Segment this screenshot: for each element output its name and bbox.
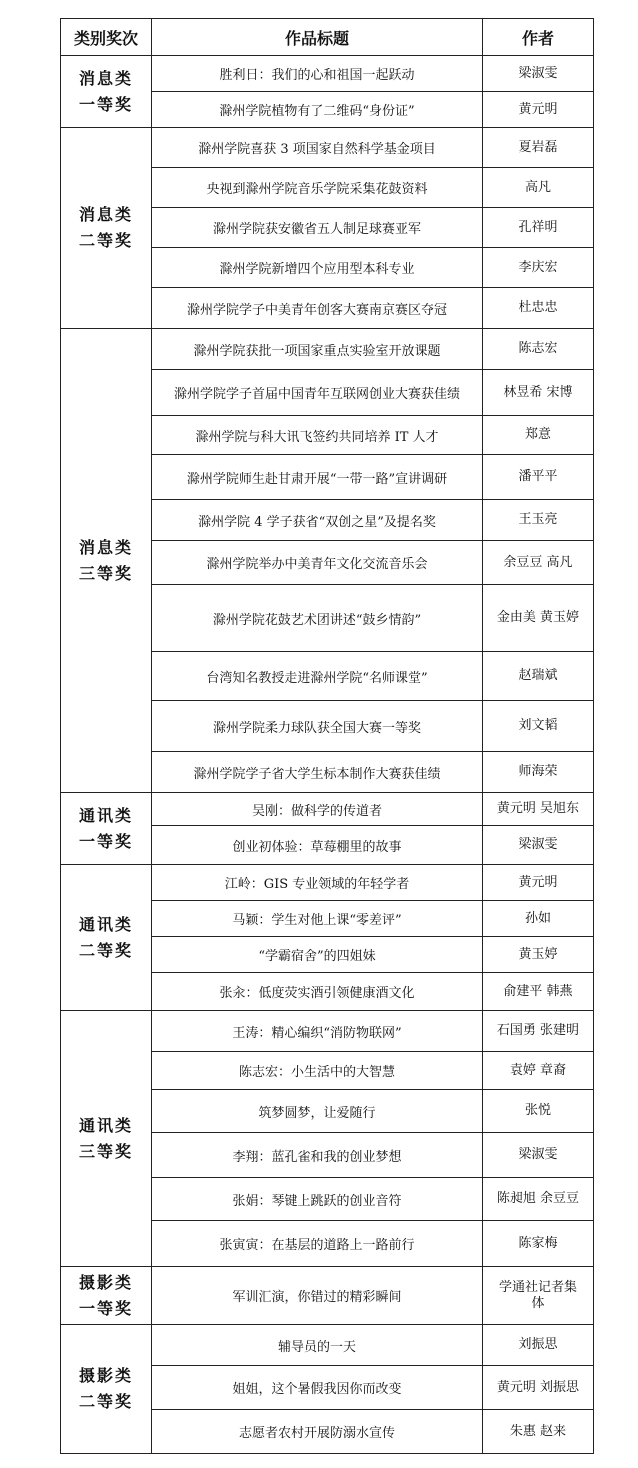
category-cell — [61, 1011, 152, 1267]
work-title: 胜利日：我们的心和祖国一起跃动 — [152, 56, 483, 92]
header-work-title: 作品标题 — [152, 19, 483, 56]
award-table-wrapper — [60, 18, 594, 1454]
work-author: 黄元明 刘振思 — [483, 1366, 594, 1410]
work-title: 滁州学院与科大讯飞签约共同培养 IT 人才 — [152, 416, 483, 455]
work-author: 陈志宏 — [483, 329, 594, 370]
award-level: 一等奖 — [78, 831, 133, 851]
category-type: 通讯类 — [78, 805, 133, 825]
work-title: 滁州学院柔力球队获全国大赛一等奖 — [152, 701, 483, 752]
work-author: 林昱希 宋博 — [483, 370, 594, 416]
work-title: 滁州学院花鼓艺术团讲述“鼓乡情韵” — [152, 585, 483, 652]
header-author: 作者 — [483, 19, 594, 56]
category-cell — [61, 329, 152, 793]
work-title: 马颖：学生对他上课“零差评” — [152, 901, 483, 937]
work-author: 陈家梅 — [483, 1221, 594, 1267]
work-author: 金由美 黄玉婷 — [483, 585, 594, 652]
award-level: 三等奖 — [78, 1141, 133, 1161]
work-title: 滁州学院学子中美青年创客大赛南京赛区夺冠 — [152, 288, 483, 329]
work-title: 陈志宏：小生活中的大智慧 — [152, 1052, 483, 1090]
work-author: 郑意 — [483, 416, 594, 455]
category-type: 通讯类 — [78, 914, 133, 934]
work-author: 黄元明 — [483, 865, 594, 901]
work-author: 黄元明 吴旭东 — [483, 793, 594, 826]
category-cell — [61, 128, 152, 329]
work-title: 创业初体验：草莓棚里的故事 — [152, 826, 483, 865]
work-title: 志愿者农村开展防溺水宣传 — [152, 1410, 483, 1454]
work-author: 陈昶旭 余豆豆 — [483, 1178, 594, 1221]
award-level: 二等奖 — [78, 940, 133, 960]
work-title: “学霸宿舍”的四姐妹 — [152, 937, 483, 973]
work-title: 滁州学院学子省大学生标本制作大赛获佳绩 — [152, 752, 483, 793]
category-type: 摄影类 — [78, 1272, 133, 1292]
work-title: 滁州学院获批一项国家重点实验室开放课题 — [152, 329, 483, 370]
work-author — [483, 1267, 594, 1325]
work-author: 余豆豆 高凡 — [483, 541, 594, 585]
table-row — [61, 1011, 594, 1052]
work-author: 梁淑雯 — [483, 56, 594, 92]
table-row — [61, 1267, 594, 1325]
work-title: 江岭：GIS 专业领域的年轻学者 — [152, 865, 483, 901]
work-author: 梁淑雯 — [483, 826, 594, 865]
work-title: 李翔：蓝孔雀和我的创业梦想 — [152, 1133, 483, 1178]
award-level: 三等奖 — [78, 563, 133, 583]
work-author: 朱惠 赵来 — [483, 1410, 594, 1454]
work-title: 张寅寅：在基层的道路上一路前行 — [152, 1221, 483, 1267]
work-title: 滁州学院新增四个应用型本科专业 — [152, 248, 483, 288]
work-author: 黄玉婷 — [483, 937, 594, 973]
award-level: 一等奖 — [78, 1298, 133, 1318]
author-line: 学通社记者集 — [498, 1279, 577, 1295]
work-title: 张娟：琴键上跳跃的创业音符 — [152, 1178, 483, 1221]
work-title: 央视到滁州学院音乐学院采集花鼓资料 — [152, 168, 483, 208]
category-type: 消息类 — [78, 537, 133, 557]
work-title: 滁州学院举办中美青年文化交流音乐会 — [152, 541, 483, 585]
work-author: 赵瑞斌 — [483, 652, 594, 701]
table-row — [61, 329, 594, 370]
work-author: 杜忠忠 — [483, 288, 594, 329]
category-cell — [61, 56, 152, 128]
work-author: 黄元明 — [483, 92, 594, 128]
table-row — [61, 865, 594, 901]
award-level: 一等奖 — [78, 94, 133, 114]
table-row — [61, 793, 594, 826]
award-level: 二等奖 — [78, 1392, 133, 1411]
work-author: 潘平平 — [483, 455, 594, 500]
work-author: 师海荣 — [483, 752, 594, 793]
work-title: 辅导员的一天 — [152, 1325, 483, 1366]
work-author: 刘振思 — [483, 1325, 594, 1366]
work-title: 王涛：精心编织“消防物联网” — [152, 1011, 483, 1052]
work-title: 滁州学院植物有了二维码“身份证” — [152, 92, 483, 128]
category-type: 消息类 — [78, 205, 133, 224]
table-row — [61, 56, 594, 92]
work-title: 滁州学院获安徽省五人制足球赛亚军 — [152, 208, 483, 248]
work-title: 滁州学院师生赴甘肃开展“一带一路”宣讲调研 — [152, 455, 483, 500]
work-author: 孔祥明 — [483, 208, 594, 248]
work-title: 军训汇演，你错过的精彩瞬间 — [152, 1267, 483, 1325]
category-cell — [61, 793, 152, 865]
work-author: 张悦 — [483, 1090, 594, 1133]
table-header-row — [61, 19, 594, 56]
work-title: 滁州学院学子首届中国青年互联网创业大赛获佳绩 — [152, 370, 483, 416]
work-author: 孙如 — [483, 901, 594, 937]
work-author: 袁婷 章裔 — [483, 1052, 594, 1090]
category-type: 摄影类 — [78, 1366, 133, 1385]
work-author: 石国勇 张建明 — [483, 1011, 594, 1052]
work-title: 台湾知名教授走进滁州学院“名师课堂” — [152, 652, 483, 701]
header-category-award: 类别奖次 — [61, 19, 152, 56]
award-level: 二等奖 — [78, 231, 133, 250]
work-author: 高凡 — [483, 168, 594, 208]
work-author: 王玉亮 — [483, 500, 594, 541]
work-author: 刘文韬 — [483, 701, 594, 752]
category-cell — [61, 1267, 152, 1325]
work-author: 李庆宏 — [483, 248, 594, 288]
work-title: 张汆：低度荧实酒引领健康酒文化 — [152, 973, 483, 1011]
work-author: 夏岩磊 — [483, 128, 594, 168]
work-title: 筑梦圆梦，让爱随行 — [152, 1090, 483, 1133]
work-author: 俞建平 韩燕 — [483, 973, 594, 1011]
work-title: 姐姐，这个暑假我因你而改变 — [152, 1366, 483, 1410]
work-title: 滁州学院喜获 3 项国家自然科学基金项目 — [152, 128, 483, 168]
author-line: 体 — [531, 1295, 545, 1311]
table-row — [61, 1325, 594, 1366]
work-title: 滁州学院 4 学子获省“双创之星”及提名奖 — [152, 500, 483, 541]
work-author: 梁淑雯 — [483, 1133, 594, 1178]
category-type: 消息类 — [78, 68, 133, 88]
award-table — [60, 18, 594, 1454]
category-cell — [61, 1325, 152, 1454]
category-cell — [61, 865, 152, 1011]
work-title: 吴刚：做科学的传道者 — [152, 793, 483, 826]
category-type: 通讯类 — [78, 1115, 133, 1135]
table-row — [61, 128, 594, 168]
